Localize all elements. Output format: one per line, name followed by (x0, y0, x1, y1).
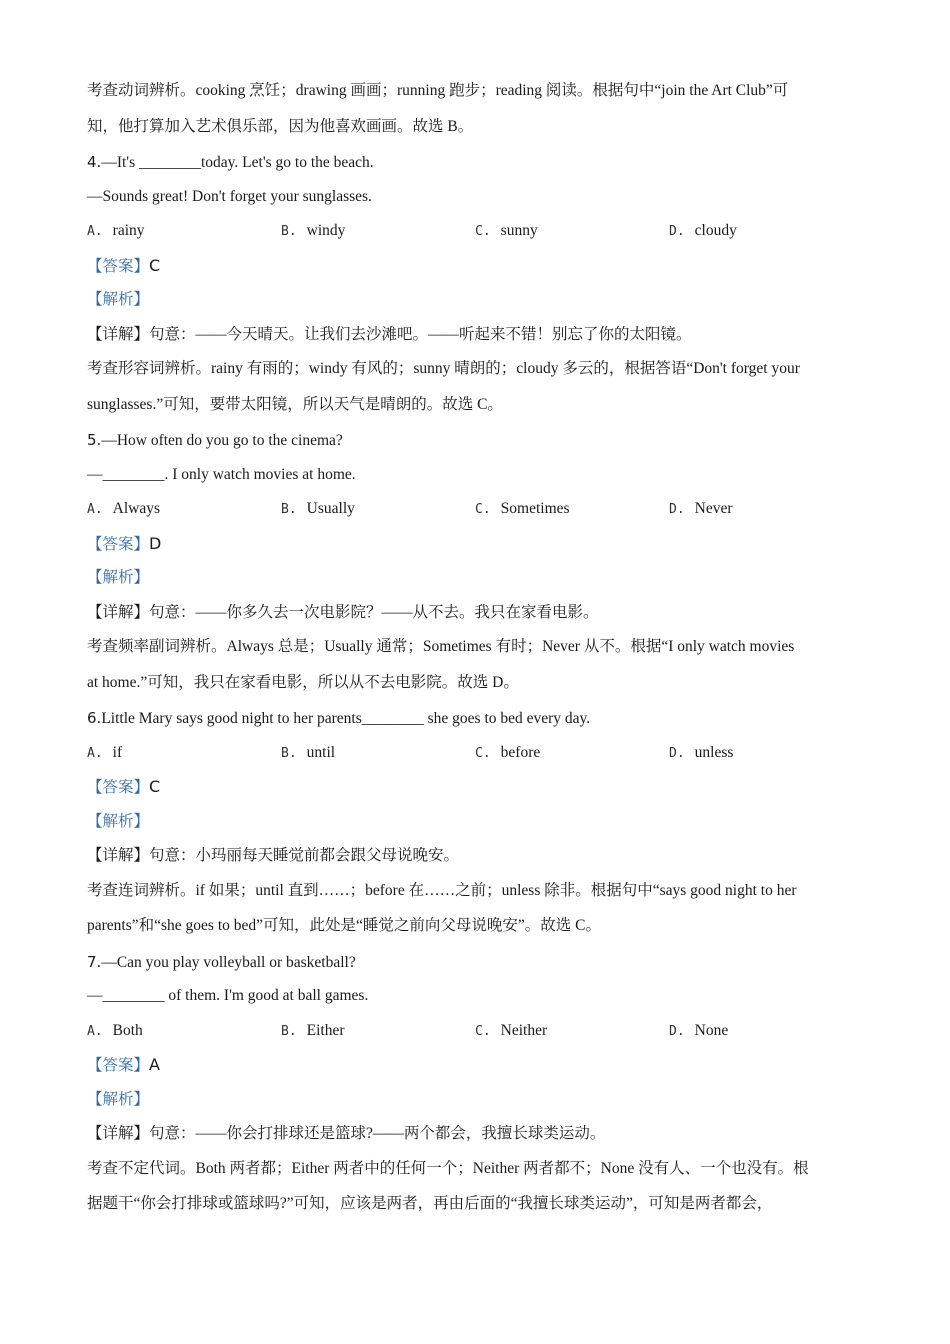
option-a[interactable]: A. rainy (87, 222, 145, 239)
analysis-label: 【解析】 (87, 812, 150, 830)
explanation-line: sunglasses.”可知，要带太阳镜，所以天气是晴朗的。故选 C。 (87, 395, 503, 413)
explanation-line: 据题干“你会打排球或篮球吗?”可知，应该是两者，再由后面的“我擅长球类运动”，可知是两者都会， (87, 1195, 773, 1212)
explanation-line: 考查连词辨析。if 如果；until 直到……；before 在……之前；unless 除非。根据句中“says good night to her (87, 881, 797, 899)
answer-line: 【答案】A (87, 1055, 160, 1074)
option-a[interactable]: A. Always (87, 500, 161, 517)
explanation-line: at home.”可知，我只在家看电影，所以从不去电影院。故选 D。 (87, 673, 519, 691)
option-d[interactable]: D. None (669, 1021, 729, 1039)
question-number: 6. (87, 709, 102, 727)
question-stem: 6.Little Mary says good night to her parents________ she goes to bed every day. (87, 709, 591, 727)
option-a[interactable]: A. Both (87, 1021, 143, 1039)
option-a[interactable]: A. if (87, 743, 123, 761)
question-number: 4. (87, 153, 102, 171)
document-page (87, 74, 867, 1223)
detail-line: 【详解】句意：小玛丽每天睡觉前都会跟父母说晚安。 (87, 847, 460, 864)
options-row (87, 736, 867, 771)
option-c[interactable]: C. sunny (475, 222, 538, 239)
options-row (87, 214, 867, 249)
analysis-label: 【解析】 (87, 291, 150, 308)
question-stem: 5.—How often do you go to the cinema? (87, 431, 343, 449)
option-d[interactable]: D. Never (669, 500, 733, 517)
option-c[interactable]: C. before (475, 743, 541, 761)
option-b[interactable]: B. windy (281, 222, 346, 239)
analysis-label: 【解析】 (87, 1090, 150, 1108)
detail-line: 【详解】句意：——今天晴天。让我们去沙滩吧。——听起来不错！别忘了你的太阳镜。 (87, 325, 692, 343)
explanation-line: 知，他打算加入艺术俱乐部，因为他喜欢画画。故选 B。 (87, 117, 474, 135)
option-b[interactable]: B. Usually (281, 500, 355, 517)
question-stem: 7.—Can you play volleyball or basketball? (87, 952, 356, 971)
explanation-line: 考查动词辨析。cooking 烹饪；drawing 画画；running 跑步；reading 阅读。根据句中“join the Art Club”可 (87, 82, 789, 99)
option-c[interactable]: C. Sometimes (475, 500, 570, 517)
question-number: 7. (87, 952, 102, 971)
explanation-line: 考查频率副词辨析。Always 总是；Usually 通常；Sometimes 有时；Never 从不。根据“I only watch movies (87, 638, 795, 655)
answer-value: C (149, 255, 161, 275)
explanation-line: 考查不定代词。Both 两者都；Either 两者中的任何一个；Neither 两者都不；None 没有人、一个也没有。根 (87, 1159, 809, 1177)
answer-line: 【答案】C (87, 777, 161, 796)
detail-line: 【详解】句意：——你会打排球还是篮球?——两个都会，我擅长球类运动。 (87, 1125, 606, 1142)
answer-line: 【答案】C (87, 255, 161, 275)
options-row (87, 492, 867, 527)
answer-line: 【答案】D (87, 533, 162, 553)
options-row (87, 1014, 867, 1049)
detail-line: 【详解】句意：——你多久去一次电影院？——从不去。我只在家看电影。 (87, 603, 599, 621)
analysis-label: 【解析】 (87, 569, 150, 586)
question-number: 5. (87, 431, 102, 449)
answer-value: C (149, 777, 161, 796)
question-stem-reply: —Sounds great! Don't forget your sunglasses. (87, 187, 372, 205)
option-d[interactable]: D. cloudy (669, 222, 737, 239)
question-stem: 4.—It's ________today. Let's go to the beach. (87, 153, 374, 171)
answer-value: A (149, 1055, 160, 1074)
answer-value: D (149, 533, 162, 553)
option-b[interactable]: B. Either (281, 1021, 345, 1039)
option-b[interactable]: B. until (281, 743, 336, 761)
question-stem-reply: —________. I only watch movies at home. (87, 465, 356, 483)
option-d[interactable]: D. unless (669, 743, 734, 761)
explanation-line: parents”和“she goes to bed”可知，此处是“睡觉之前向父母说晚安”。故选 C。 (87, 917, 602, 934)
explanation-line: 考查形容词辨析。rainy 有雨的；windy 有风的；sunny 晴朗的；cloudy 多云的，根据答语“Don't forget your (87, 360, 800, 377)
question-stem-reply: —________ of them. I'm good at ball games. (87, 987, 369, 1004)
option-c[interactable]: C. Neither (475, 1021, 548, 1039)
